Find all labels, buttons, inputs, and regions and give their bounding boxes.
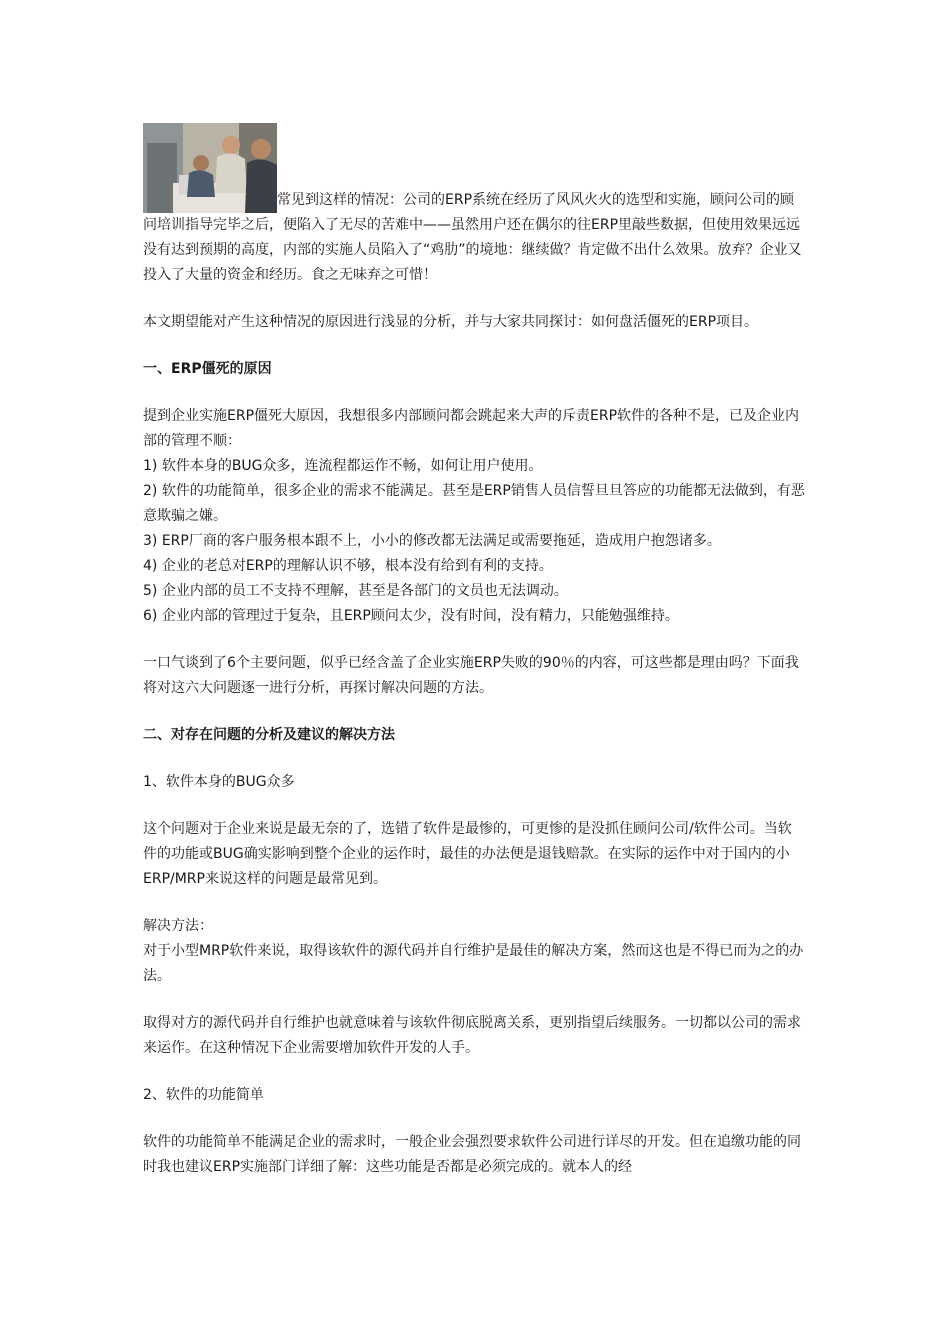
bug-analysis-paragraph: 这个问题对于企业来说是最无奈的了，选错了软件是最惨的，可更惨的是没抓住顾问公司/软件公司。当软件的功能或BUG确实影响到整个企业的运作时，最佳的办法便是退钱赔款。在实际的运作中对于国内的小ERP/MRP来说这样的问题是最常见到。 (143, 821, 792, 887)
subheading-1: 1、软件本身的BUG众多 (143, 774, 295, 790)
causes-intro-paragraph: 提到企业实施ERP僵死大原因，我想很多内部顾问都会跳起来大声的斥责ERP软件的各种不是，已及企业内部的管理不顺： (143, 408, 800, 449)
summary-paragraph: 一口气谈到了6个主要问题，似乎已经含盖了企业实施ERP失败的90％的内容，可这些都是理由吗？下面我将对这六大问题逐一进行分析，再探讨解决问题的方法。 (143, 655, 799, 696)
purpose-paragraph: 本文期望能对产生这种情况的原因进行浅显的分析，并与大家共同探讨：如何盘活僵死的ERP项目。 (143, 314, 759, 330)
list-item: 3) ERP厂商的客户服务根本跟不上，小小的修改都无法满足或需要拖延，造成用户抱怨诸多。 (143, 533, 721, 549)
intro-paragraph (143, 123, 805, 288)
list-item: 1) 软件本身的BUG众多，连流程都运作不畅，如何让用户使用。 (143, 458, 543, 474)
solution-label: 解决方法： (143, 918, 213, 934)
list-item: 4) 企业的老总对ERP的理解认识不够，根本没有给到有利的支持。 (143, 558, 553, 574)
list-item: 5) 企业内部的员工不支持不理解，甚至是各部门的文员也无法调动。 (143, 583, 568, 599)
list-item: 6) 企业内部的管理过于复杂，且ERP顾问太少，没有时间，没有精力，只能勉强维持。 (143, 608, 679, 624)
subheading-2: 2、软件的功能简单 (143, 1087, 264, 1103)
causes-list (143, 454, 805, 629)
section-heading-1: 一、ERP僵死的原因 (143, 361, 272, 377)
section-heading-2: 二、对存在问题的分析及建议的解决方法 (143, 727, 395, 743)
list-item: 2) 软件的功能简单，很多企业的需求不能满足。甚至是ERP销售人员信誓旦旦答应的功能都无法做到，有恶意欺骗之嫌。 (143, 483, 805, 524)
solution-paragraph: 对于小型MRP软件来说，取得该软件的源代码并自行维护是最佳的解决方案，然而这也是不得已而为之的办法。 (143, 943, 804, 984)
office-meeting-photo (143, 123, 277, 213)
intro-text: 常见到这样的情况：公司的ERP系统在经历了风风火火的选型和实施，顾问公司的顾问培训指导完毕之后，便陷入了无尽的苦难中——虽然用户还在偶尔的往ERP里敲些数据，但使用效果远远没有达到预期的高度，内部的实施人员陷入了“鸡肋”的境地：继续做？肯定做不出什么效果。放弃？企业又投入了大量的资金和经历。食之无味弃之可惜！ (143, 192, 802, 283)
source-code-paragraph: 取得对方的源代码并自行维护也就意味着与该软件彻底脱离关系，更别指望后续服务。一切都以公司的需求来运作。在这种情况下企业需要增加软件开发的人手。 (143, 1015, 801, 1056)
document-body (143, 123, 805, 1202)
features-paragraph: 软件的功能简单不能满足企业的需求时，一般企业会强烈要求软件公司进行详尽的开发。但在追缴功能的同时我也建议ERP实施部门详细了解：这些功能是否都是必须完成的。就本人的经 (143, 1134, 801, 1175)
